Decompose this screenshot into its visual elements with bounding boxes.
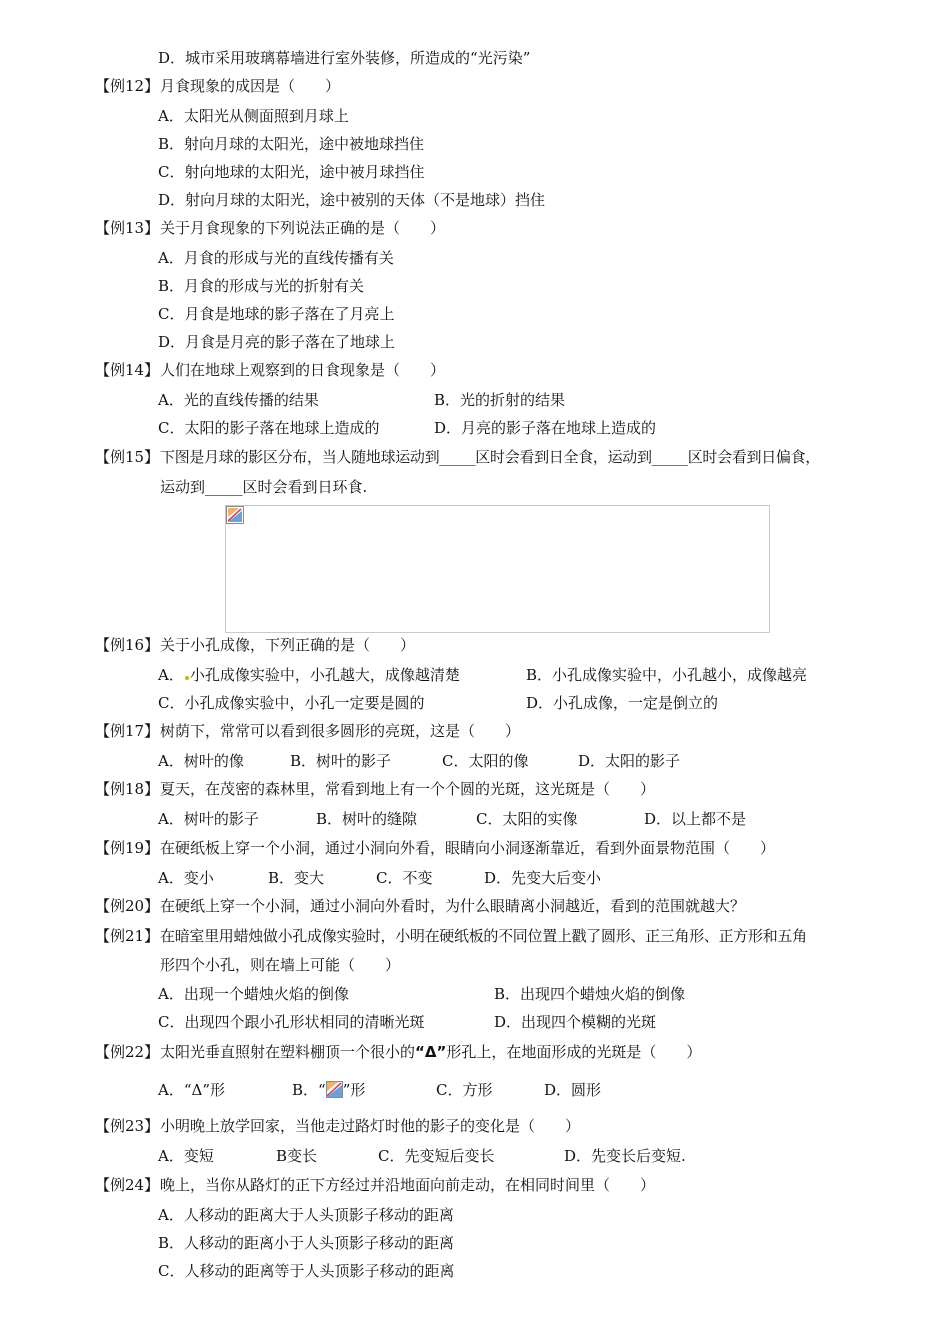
q22-option-b: [292, 1080, 365, 1100]
q13-label: 【例13】: [95, 219, 160, 237]
q15-label: 【例15】: [95, 448, 160, 466]
q16-option-a-prefix: A．: [158, 666, 184, 684]
q17-option-b: B．树叶的影子: [290, 752, 392, 770]
q22-option-b-post: ”形: [342, 1081, 366, 1099]
q22-triangle-symbol: “Δ”: [415, 1043, 447, 1061]
q19-option-c: C．不变: [376, 869, 433, 887]
q15-text-line2: 运动到_____区时会看到日环食.: [160, 478, 368, 496]
q23-label: 【例23】: [95, 1117, 160, 1135]
q23-text: 小明晚上放学回家，当他走过路灯时他的影子的变化是（ ）: [160, 1117, 581, 1135]
broken-image-icon: [326, 1081, 343, 1098]
q17-option-a: A．树叶的像: [158, 752, 244, 770]
q12-option-a: A．太阳光从侧面照到月球上: [158, 107, 349, 125]
q17-label: 【例17】: [95, 722, 160, 740]
q18-option-d: D．以上都不是: [644, 810, 747, 828]
q24-label: 【例24】: [95, 1176, 160, 1194]
q12-option-d: D．射向月球的太阳光，途中被别的天体（不是地球）挡住: [158, 191, 546, 209]
q12-text: 月食现象的成因是（ ）: [160, 77, 341, 95]
q21-option-b: B．出现四个蜡烛火焰的倒像: [494, 985, 686, 1003]
q18-option-a: A．树叶的影子: [158, 810, 259, 828]
q16-option-a: [158, 665, 460, 685]
broken-image-icon: [226, 506, 244, 524]
q18-label: 【例18】: [95, 780, 160, 798]
q24-option-b: B．人移动的距离小于人头顶影子移动的距离: [158, 1234, 455, 1252]
q18-text: 夏天，在茂密的森林里，常看到地上有一个个圆的光斑，这光斑是（ ）: [160, 780, 656, 798]
q12-option-b: B．射向月球的太阳光，途中被地球挡住: [158, 135, 425, 153]
q16-option-a-text: 小孔成像实验中，小孔越大，成像越清楚: [189, 666, 460, 684]
annotation-mark-icon: [185, 676, 189, 680]
q16-option-c: C．小孔成像实验中，小孔一定要是圆的: [158, 694, 425, 712]
q18-option-b: B．树叶的缝隙: [316, 810, 418, 828]
q21-text-line1: 在暗室里用蜡烛做小孔成像实验时，小明在硬纸板的不同位置上戳了圆形、正三角形、正方形和五角: [160, 927, 807, 945]
q21-label: 【例21】: [95, 927, 160, 945]
q22-option-a: A．“Δ”形: [158, 1081, 226, 1099]
q16-label: 【例16】: [95, 636, 160, 654]
q22-option-d: D．圆形: [544, 1081, 602, 1099]
q14-option-b: B．光的折射的结果: [434, 391, 566, 409]
q17-text: 树荫下，常常可以看到很多圆形的亮斑，这是（ ）: [160, 722, 521, 740]
q14-option-d: D．月亮的影子落在地球上造成的: [434, 419, 657, 437]
q19-option-a: A．变小: [158, 869, 214, 887]
q19-option-d: D．先变大后变小: [484, 869, 602, 887]
q15-text-line1: 下图是月球的影区分布，当人随地球运动到_____区时会看到日全食，运动到_____区时会看到日偏食，: [160, 448, 821, 466]
q22-option-b-pre: B．“: [292, 1081, 326, 1099]
q14-label: 【例14】: [95, 361, 160, 379]
q16-option-d: D．小孔成像，一定是倒立的: [526, 694, 719, 712]
q14-option-a: A．光的直线传播的结果: [158, 391, 319, 409]
q13-option-d: D．月食是月亮的影子落在了地球上: [158, 333, 396, 351]
q24-text: 晚上，当你从路灯的正下方经过并沿地面向前走动，在相同时间里（ ）: [160, 1176, 656, 1194]
q18-option-c: C．太阳的实像: [476, 810, 578, 828]
q23-option-b: B变长: [276, 1147, 318, 1165]
q13-option-c: C．月食是地球的影子落在了月亮上: [158, 305, 395, 323]
q12-option-c: C．射向地球的太阳光，途中被月球挡住: [158, 163, 425, 181]
q22-text: [160, 1042, 701, 1062]
q19-text: 在硬纸板上穿一个小洞，通过小洞向外看，眼睛向小洞逐渐靠近，看到外面景物范围（ ）: [160, 839, 776, 857]
q13-option-b: B．月食的形成与光的折射有关: [158, 277, 365, 295]
q20-text: 在硬纸上穿一个小洞，通过小洞向外看时，为什么眼睛离小洞越近，看到的范围就越大？: [160, 897, 746, 915]
q23-option-a: A．变短: [158, 1147, 214, 1165]
q21-option-c: C．出现四个跟小孔形状相同的清晰光斑: [158, 1013, 425, 1031]
q14-text: 人们在地球上观察到的日食现象是（ ）: [160, 361, 446, 379]
q21-text-line2: 形四个小孔，则在墙上可能（ ）: [160, 956, 401, 974]
q24-option-a: A．人移动的距离大于人头顶影子移动的距离: [158, 1206, 454, 1224]
prev-question-option-d: D．城市采用玻璃幕墙进行室外装修，所造成的“光污染”: [158, 49, 531, 67]
q22-label: 【例22】: [95, 1043, 160, 1061]
q19-label: 【例19】: [95, 839, 160, 857]
q21-option-d: D．出现四个模糊的光斑: [494, 1013, 657, 1031]
q22-text-post: 形孔上，在地面形成的光斑是（ ）: [446, 1043, 702, 1061]
q22-option-c: C．方形: [436, 1081, 493, 1099]
q13-text: 关于月食现象的下列说法正确的是（ ）: [160, 219, 446, 237]
q23-option-c: C．先变短后变长: [378, 1147, 495, 1165]
q22-text-pre: 太阳光垂直照射在塑料棚顶一个很小的: [160, 1043, 416, 1061]
moon-shadow-figure: [225, 505, 770, 633]
q19-option-b: B．变大: [268, 869, 325, 887]
q23-option-d: D．先变长后变短.: [564, 1147, 686, 1165]
q13-option-a: A．月食的形成与光的直线传播有关: [158, 249, 394, 267]
q20-label: 【例20】: [95, 897, 160, 915]
q17-option-d: D．太阳的影子: [578, 752, 681, 770]
q14-option-c: C．太阳的影子落在地球上造成的: [158, 419, 380, 437]
q21-option-a: A．出现一个蜡烛火焰的倒像: [158, 985, 349, 1003]
q24-option-c: C．人移动的距离等于人头顶影子移动的距离: [158, 1262, 455, 1280]
q17-option-c: C．太阳的像: [442, 752, 529, 770]
q12-label: 【例12】: [95, 77, 160, 95]
q16-option-b: B．小孔成像实验中，小孔越小，成像越亮: [526, 666, 808, 684]
q16-text: 关于小孔成像，下列正确的是（ ）: [160, 636, 416, 654]
